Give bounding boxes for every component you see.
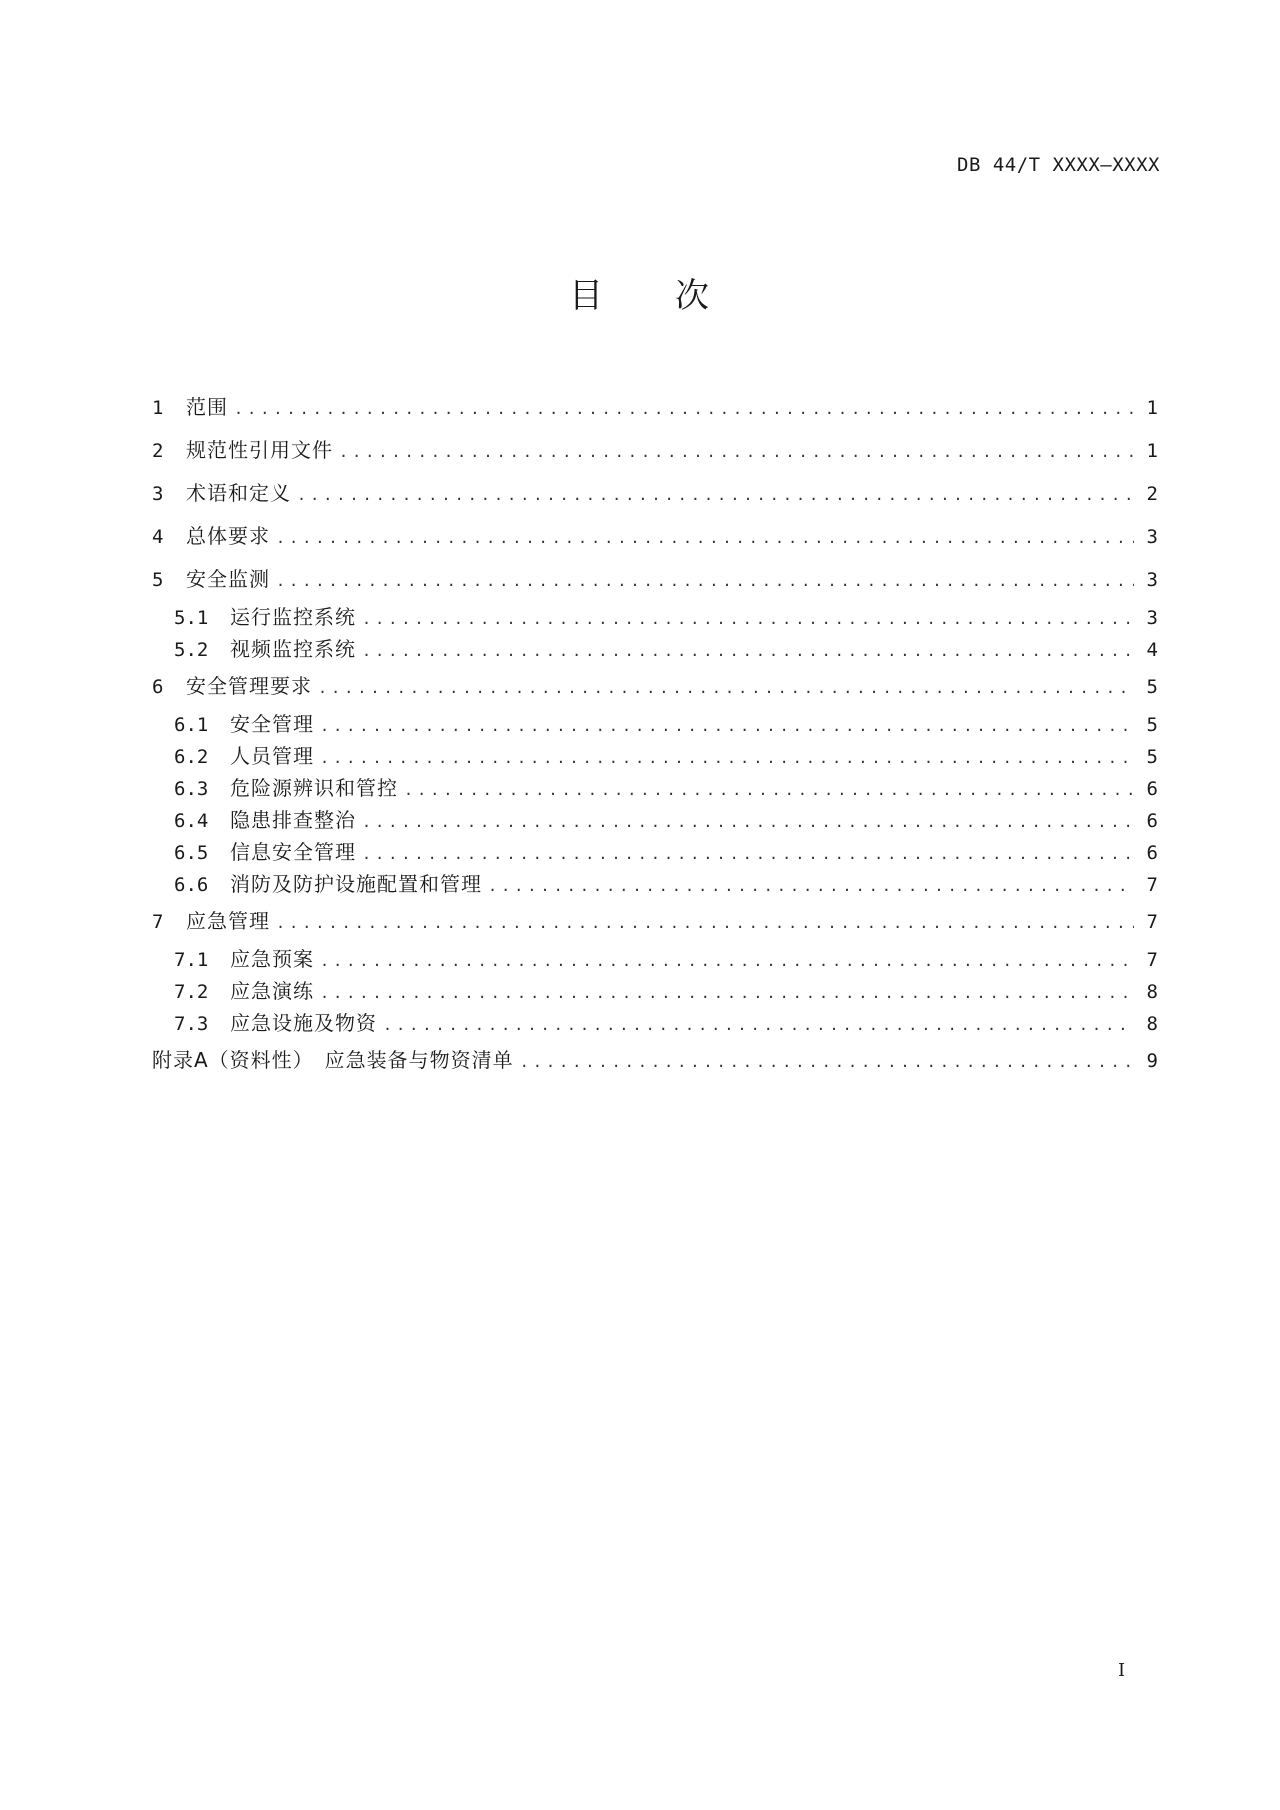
toc-entry-label: 安全管理 bbox=[230, 712, 314, 736]
toc-entry-label: 附录A（资料性） 应急装备与物资清单 bbox=[152, 1048, 514, 1072]
toc-entry-page: 1 bbox=[1146, 440, 1158, 462]
toc-entry[interactable] bbox=[152, 868, 1158, 900]
toc-entry-page: 8 bbox=[1146, 981, 1158, 1003]
toc-leader-dots bbox=[276, 560, 1134, 603]
toc-entry[interactable] bbox=[152, 601, 1158, 633]
toc-leader-dots bbox=[520, 1041, 1134, 1083]
toc-entry-label: 应急预案 bbox=[230, 947, 314, 971]
toc-entry-label: 危险源辨识和管控 bbox=[230, 776, 398, 800]
toc-entry[interactable] bbox=[152, 900, 1158, 943]
toc-leader-dots bbox=[276, 517, 1134, 560]
toc-entry-number: 2 bbox=[152, 440, 164, 462]
toc-leader-dots bbox=[276, 902, 1134, 945]
toc-entry-label: 隐患排查整治 bbox=[230, 808, 356, 832]
toc-entry-page: 5 bbox=[1146, 714, 1158, 736]
toc-entry-number: 6 bbox=[152, 676, 164, 698]
toc-leader-dots bbox=[297, 474, 1134, 517]
toc-entry[interactable] bbox=[152, 515, 1158, 558]
toc-entry-number: 5 bbox=[152, 569, 164, 591]
toc-entry-page: 3 bbox=[1146, 526, 1158, 548]
toc-entry-number: 3 bbox=[152, 483, 164, 505]
toc-entry-page: 7 bbox=[1146, 949, 1158, 971]
toc-entry-page: 7 bbox=[1146, 874, 1158, 896]
toc-entry[interactable] bbox=[152, 975, 1158, 1007]
toc-entry-number: 5.1 bbox=[174, 607, 209, 629]
toc-entry-label: 规范性引用文件 bbox=[186, 438, 333, 462]
toc-entry-number: 5.2 bbox=[174, 639, 209, 661]
title-char-1: 目 bbox=[569, 276, 605, 316]
toc-leader-dots bbox=[318, 667, 1134, 710]
toc-entry[interactable] bbox=[152, 472, 1158, 515]
toc-entry[interactable] bbox=[152, 665, 1158, 708]
toc-leader-dots bbox=[362, 806, 1134, 838]
toc-entry-page: 9 bbox=[1146, 1050, 1158, 1072]
toc-entry-number: 7.3 bbox=[174, 1013, 209, 1035]
toc-entry[interactable] bbox=[152, 429, 1158, 472]
toc-entry-number: 7.1 bbox=[174, 949, 209, 971]
toc-entry-label: 应急管理 bbox=[186, 909, 270, 933]
toc-entry-page: 6 bbox=[1146, 778, 1158, 800]
toc-entry-label: 术语和定义 bbox=[186, 481, 291, 505]
toc-entry[interactable] bbox=[152, 740, 1158, 772]
toc-entry-page: 3 bbox=[1146, 569, 1158, 591]
toc-entry[interactable] bbox=[152, 633, 1158, 665]
toc-leader-dots bbox=[383, 1009, 1134, 1041]
toc-entry-page: 6 bbox=[1146, 810, 1158, 832]
document-code: DB 44/T XXXX—XXXX bbox=[957, 154, 1160, 176]
toc-entry-label: 运行监控系统 bbox=[230, 605, 356, 629]
toc-entry-page: 1 bbox=[1146, 397, 1158, 419]
toc-leader-dots bbox=[320, 742, 1134, 774]
toc-entry-page: 2 bbox=[1146, 483, 1158, 505]
toc-leader-dots bbox=[362, 635, 1134, 667]
toc-entry[interactable] bbox=[152, 772, 1158, 804]
page-number: I bbox=[1118, 1660, 1126, 1681]
toc-entry-number: 6.3 bbox=[174, 778, 209, 800]
toc-leader-dots bbox=[404, 774, 1134, 806]
toc-entry-label: 应急设施及物资 bbox=[230, 1011, 377, 1035]
toc-entry[interactable] bbox=[152, 386, 1158, 429]
toc-entry-page: 6 bbox=[1146, 842, 1158, 864]
toc-entry-number: 4 bbox=[152, 526, 164, 548]
toc-entry-label: 总体要求 bbox=[186, 524, 270, 548]
toc-entry-number: 6.4 bbox=[174, 810, 209, 832]
toc-entry-page: 7 bbox=[1146, 911, 1158, 933]
toc-entry-label: 信息安全管理 bbox=[230, 840, 356, 864]
toc-entry[interactable] bbox=[152, 804, 1158, 836]
toc-entry-label: 消防及防护设施配置和管理 bbox=[230, 872, 482, 896]
toc-leader-dots bbox=[362, 838, 1134, 870]
toc-entry[interactable] bbox=[152, 836, 1158, 868]
toc-entry-page: 4 bbox=[1146, 639, 1158, 661]
toc-entry-page: 5 bbox=[1146, 676, 1158, 698]
table-of-contents bbox=[152, 386, 1158, 1081]
toc-leader-dots bbox=[234, 388, 1134, 431]
toc-leader-dots bbox=[339, 431, 1134, 474]
toc-entry-number: 7 bbox=[152, 911, 164, 933]
toc-entry-number: 1 bbox=[152, 397, 164, 419]
toc-entry-page: 3 bbox=[1146, 607, 1158, 629]
toc-leader-dots bbox=[320, 977, 1134, 1009]
toc-entry-number: 7.2 bbox=[174, 981, 209, 1003]
toc-entry-label: 应急演练 bbox=[230, 979, 314, 1003]
toc-entry[interactable] bbox=[152, 558, 1158, 601]
toc-entry[interactable] bbox=[152, 943, 1158, 975]
toc-entry-page: 5 bbox=[1146, 746, 1158, 768]
toc-leader-dots bbox=[320, 945, 1134, 977]
title-char-2: 次 bbox=[675, 276, 711, 316]
toc-leader-dots bbox=[488, 870, 1134, 902]
toc-entry[interactable] bbox=[152, 1007, 1158, 1039]
toc-leader-dots bbox=[362, 603, 1134, 635]
toc-entry-label: 范围 bbox=[186, 395, 228, 419]
toc-entry-label: 安全管理要求 bbox=[186, 674, 312, 698]
toc-entry-label: 视频监控系统 bbox=[230, 637, 356, 661]
toc-leader-dots bbox=[320, 710, 1134, 742]
toc-entry-appendix[interactable] bbox=[152, 1039, 1158, 1081]
toc-entry-label: 安全监测 bbox=[186, 567, 270, 591]
toc-entry-number: 6.2 bbox=[174, 746, 209, 768]
toc-entry[interactable] bbox=[152, 708, 1158, 740]
toc-entry-page: 8 bbox=[1146, 1013, 1158, 1035]
page-title bbox=[0, 268, 1280, 317]
toc-entry-number: 6.5 bbox=[174, 842, 209, 864]
toc-entry-label: 人员管理 bbox=[230, 744, 314, 768]
toc-entry-number: 6.6 bbox=[174, 874, 209, 896]
toc-entry-number: 6.1 bbox=[174, 714, 209, 736]
